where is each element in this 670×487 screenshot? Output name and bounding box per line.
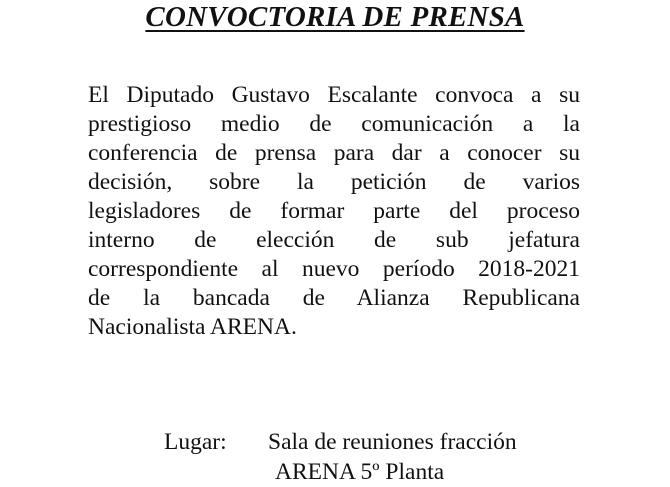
place-label: Lugar: <box>164 429 227 455</box>
place-row <box>164 428 517 457</box>
body-line: prestigioso medio de comunicación a la <box>88 111 580 137</box>
document-title: CONVOCTORIA DE PRENSA <box>145 1 525 33</box>
body-line: conferencia de prensa para dar a conocer su <box>88 140 580 166</box>
body-line: correspondiente al nuevo período 2018-2021 <box>88 256 580 282</box>
body-line: decisión, sobre la petición de varios <box>88 169 580 195</box>
body-line: El Diputado Gustavo Escalante convoca a su <box>88 82 580 108</box>
body-line: interno de elección de sub jefatura <box>88 227 580 253</box>
body-line: de la bancada de Alianza Republicana <box>88 285 580 311</box>
place-value: Sala de reuniones fracción <box>268 429 517 455</box>
body-paragraph <box>88 81 580 342</box>
body-line: legisladores de formar parte del proceso <box>88 198 580 224</box>
body-line: Nacionalista ARENA. <box>88 314 297 340</box>
place-value-continued: ARENA 5º Planta <box>275 459 445 485</box>
